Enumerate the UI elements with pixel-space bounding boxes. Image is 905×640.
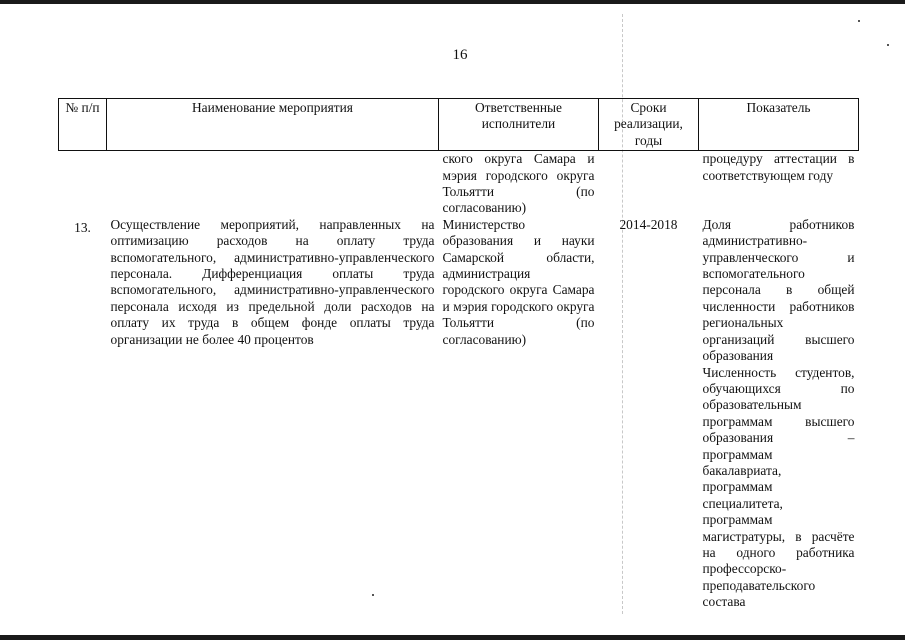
page-number: 16 <box>452 47 468 63</box>
row-measure-name: Осуществление мероприятий, направленных на оптимизацию расходов на оплату труда вспомогательного, административно-управленческого персонала. Дифференциация оплаты труда вспомогательного, административно-управленческого персонала исходя из предельной доли расходов на оплату их труда в общем фонде оплаты труда организации не более 40 процентов <box>110 216 435 347</box>
scan-edge-top <box>0 0 905 4</box>
row-indicator-cell <box>699 217 859 611</box>
cont-terms-cell <box>599 151 699 217</box>
header-indicator: Показатель <box>699 99 859 151</box>
scan-edge-bottom <box>0 635 905 640</box>
table-row-continuation <box>59 151 859 217</box>
scan-speck <box>887 44 889 46</box>
row-indicator-1: Доля работников административно-управленческого и вспомогательного персонала в общей численности работников региональных организаций высшего образования <box>702 216 855 364</box>
header-responsible: Ответственные исполнители <box>439 99 599 151</box>
row-number: 13. <box>74 219 91 235</box>
table-row <box>59 217 859 611</box>
header-terms: Сроки реализации, годы <box>599 99 699 151</box>
cont-responsible-cell: ского округа Самара и мэрия городского округа Тольятти (по согласованию) <box>442 151 595 216</box>
measures-table <box>58 98 859 611</box>
cont-name-cell <box>107 151 439 217</box>
header-number: № п/п <box>59 99 107 151</box>
scan-speck <box>858 20 860 22</box>
cont-number-cell <box>59 151 107 217</box>
table-header-row <box>59 99 859 151</box>
header-name: Наименование мероприятия <box>107 99 439 151</box>
cont-indicator-cell: процедуру аттестации в соответствующем году <box>702 151 855 183</box>
row-responsible: Министерство образования и науки Самарской области, администрация городского округа Самара и мэрия городского округа Тольятти (по согласованию) <box>442 216 595 347</box>
row-indicator-2: Численность студентов, обучающихся по образовательным программам высшего образования – программам бакалавриата, программам специалитета, программам магистратуры, в расчёте на одного работника профессорско-преподавательского состава <box>702 364 855 610</box>
row-terms: 2014-2018 <box>619 216 678 232</box>
